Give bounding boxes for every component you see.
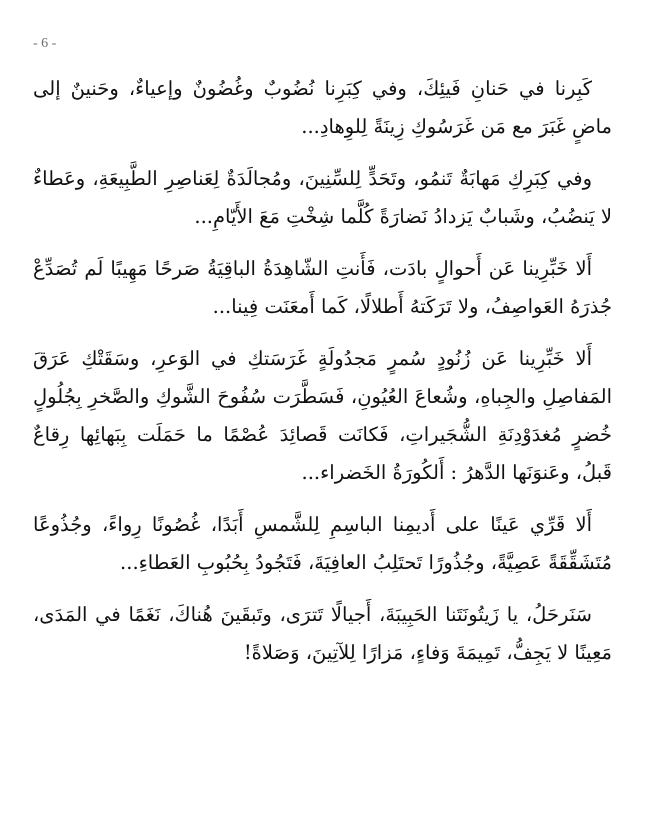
paragraph-1: كَبِرنا في حَنانِ فَيئِكَ، وفي كِبَرِنا نُضُوبٌ وغُضُونٌ وإعياءٌ، وحَنينٌ إلى ماضٍ غَبَرَ مع مَن غَرَسُوكِ زِينَةً لِلوِهادِ... (33, 77, 612, 138)
page-number: - 6 - (33, 36, 57, 51)
paragraph-5: أَلا قَرِّي عَينًا على أَديمِنا الباسِمِ لِلشَّمسِ أَبَدًا، غُصُونًا رِواءً، وجُذُوعًا مُتَشَقِّقَةً عَصِيَّةً، وجُذُورًا تَحتَلِبُ العافِيَةَ، فَتَجُودُ بِحُبُوبِ العَطاءِ... (33, 513, 612, 574)
paragraph-2: وفي كِبَرِكِ مَهابَةٌ تَنمُو، وتَحَدٍّ لِلسِّنِينَ، ومُجالَدَةٌ لِعَناصِرِ الطَّبِيعَةِ، وعَطاءٌ لا يَنضُبُ، وشَبابٌ يَزدادُ نَضارَةً كُلَّما شِخْتِ مَعَ الأَيّامِ... (33, 167, 612, 228)
paragraph-6: سَنَرحَلُ، يا زَيتُونَتَنا الحَبِيبَةَ، أَجيالًا تَترَى، وتَبقَينَ هُناكَ، نَغَمًا في المَدَى، مَعِينًا لا يَجِفُّ، تَمِيمَةَ وَفاءٍ، مَزارًا لِلآتِينَ، وَصَلاةً! (33, 603, 612, 664)
document-body (33, 70, 612, 686)
paragraph-3: أَلا خَبِّرِينا عَن أَحوالٍ بادَت، فَأَنتِ الشّاهِدَةُ الباقِيَةُ صَرحًا مَهِيبًا لَم تُصَدِّعْ جُذرَهُ العَواصِفُ، ولا تَرَكَتهُ أَطلالًا، كَما أَمعَنَت فِينا... (33, 257, 612, 318)
paragraph-4: أَلا خَبِّرِينا عَن زُنُودٍ سُمرٍ مَجدُولَةٍ غَرَسَتكِ في الوَعرِ، وسَقَتْكِ عَرَقَ المَفاصِلِ والجِباهِ، وشُعاعَ العُيُونِ، فَسَطَّرَت سُفُوحَ الشَّوكِ والصَّخرِ بِجُلُولٍ خُضرٍ مُغدَوْدِنَةِ الشُّجَيراتِ، فَكانَت قَصائِدَ عُصْمًا ما حَمَلَت بِبَهائِها رِقاعٌ قَبلُ، وعَنوَنَها الدَّهرُ : أَلكُورَةُ الخَضراء... (33, 347, 612, 484)
